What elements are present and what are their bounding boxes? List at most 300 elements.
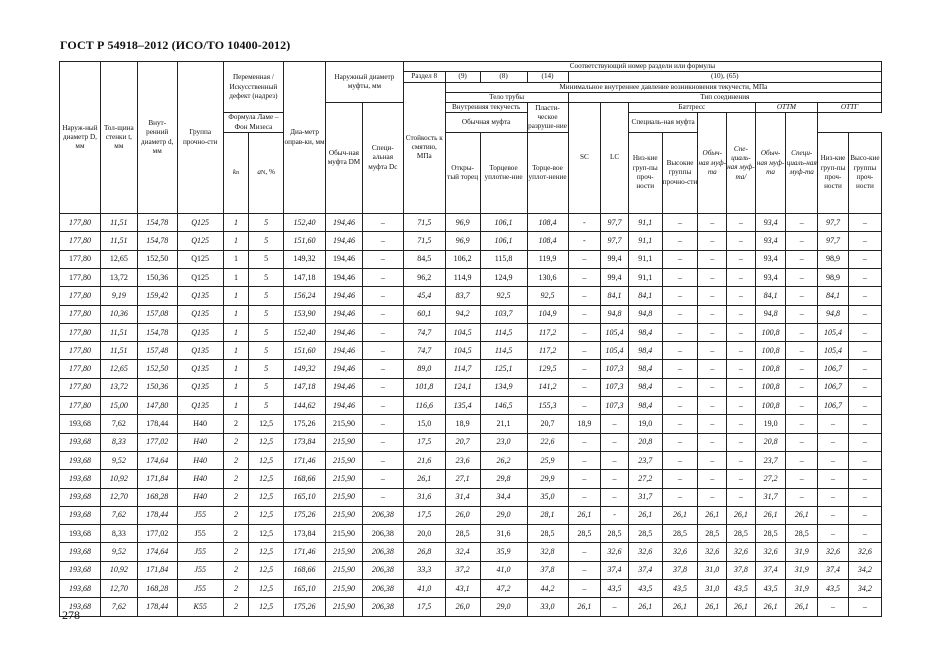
table-cell: 1	[223, 268, 249, 286]
table-cell: 114,5	[480, 342, 527, 360]
table-cell: 5	[249, 214, 284, 232]
table-cell: –	[662, 323, 698, 341]
table-cell: 28,5	[527, 525, 568, 543]
table-cell: –	[662, 360, 698, 378]
table-cell: 99,4	[601, 250, 629, 268]
table-cell: 7,62	[100, 415, 137, 433]
table-cell: 18,9	[445, 415, 480, 433]
table-cell: 5	[249, 305, 284, 323]
table-cell: 12,65	[100, 250, 137, 268]
lame-header: Формула Ламе – Фон Мизеса	[223, 113, 283, 133]
table-cell: 27,1	[445, 470, 480, 488]
table-cell: –	[698, 287, 727, 305]
table-cell: 74,7	[403, 342, 445, 360]
table-cell: –	[848, 506, 881, 524]
table-cell: 84,5	[403, 250, 445, 268]
table-cell: 175,26	[284, 506, 326, 524]
table-cell: 108,4	[527, 214, 568, 232]
table-cell: –	[698, 214, 727, 232]
table-cell: 28,5	[698, 525, 727, 543]
table-cell: 114,9	[445, 268, 480, 286]
table-cell: 12,5	[249, 415, 284, 433]
table-cell: 194,46	[326, 397, 363, 415]
table-cell: –	[848, 360, 881, 378]
table-cell: 1	[223, 232, 249, 250]
table-cell: –	[848, 378, 881, 396]
table-cell: 141,2	[527, 378, 568, 396]
table-cell: 177,80	[60, 232, 101, 250]
table-cell: 31,6	[403, 488, 445, 506]
table-cell: 29,9	[527, 470, 568, 488]
table-cell: 21,6	[403, 451, 445, 469]
table-cell: –	[786, 268, 818, 286]
table-cell: 2	[223, 433, 249, 451]
table-cell: 5	[249, 360, 284, 378]
table-cell: 10,92	[100, 561, 137, 579]
formula-8: (8)	[480, 72, 527, 82]
table-cell: 105,4	[601, 323, 629, 341]
table-cell: 135,4	[445, 397, 480, 415]
table-cell: 35,9	[480, 543, 527, 561]
table-row	[60, 415, 882, 433]
table-cell: 29,8	[480, 470, 527, 488]
table-cell: 96,2	[403, 268, 445, 286]
table-cell: 157,08	[137, 305, 177, 323]
table-cell: 9,52	[100, 543, 137, 561]
table-cell: Q125	[177, 232, 223, 250]
table-cell: 2	[223, 580, 249, 598]
table-cell: 43,5	[628, 580, 662, 598]
table-cell: 1	[223, 397, 249, 415]
table-cell: 193,68	[60, 470, 101, 488]
table-cell: 171,46	[284, 451, 326, 469]
table-cell: 5	[249, 342, 284, 360]
table-cell: 37,4	[601, 561, 629, 579]
table-cell: 165,10	[284, 580, 326, 598]
table-cell: 71,5	[403, 232, 445, 250]
table-cell: 114,5	[480, 323, 527, 341]
table-cell: –	[727, 305, 756, 323]
table-cell: 97,7	[601, 214, 629, 232]
table-cell: 173,84	[284, 525, 326, 543]
table-cell: Q135	[177, 323, 223, 341]
table-cell: –	[786, 232, 818, 250]
table-cell: –	[362, 378, 403, 396]
table-cell: –	[662, 415, 698, 433]
table-cell: 12,5	[249, 580, 284, 598]
table-cell: Q135	[177, 360, 223, 378]
table-cell: –	[848, 525, 881, 543]
col-open-end: Откры-тый торец	[445, 133, 480, 214]
table-cell: 115,8	[480, 250, 527, 268]
table-body	[60, 214, 882, 617]
table-cell: –	[662, 488, 698, 506]
table-cell: 9,52	[100, 451, 137, 469]
table-cell: 1	[223, 360, 249, 378]
table-cell: 26,1	[662, 598, 698, 616]
table-cell: 28,5	[601, 525, 629, 543]
table-cell: 177,80	[60, 250, 101, 268]
table-cell: 32,8	[527, 543, 568, 561]
table-cell: –	[362, 214, 403, 232]
table-cell: 2	[223, 506, 249, 524]
pipe-body-header: Тело трубы	[445, 92, 568, 102]
table-cell: –	[698, 470, 727, 488]
table-cell: 194,46	[326, 360, 363, 378]
table-cell: –	[698, 305, 727, 323]
table-cell: 26,1	[755, 598, 786, 616]
table-cell: –	[362, 451, 403, 469]
table-row	[60, 214, 882, 232]
table-cell: 20,8	[755, 433, 786, 451]
table-cell: 7,62	[100, 506, 137, 524]
table-cell: 12,5	[249, 488, 284, 506]
table-cell: –	[568, 342, 601, 360]
table-cell: 215,90	[326, 598, 363, 616]
table-cell: 151,60	[284, 232, 326, 250]
ottm-header: ОТТМ	[755, 103, 817, 113]
table-cell: –	[727, 470, 756, 488]
table-cell: 193,68	[60, 525, 101, 543]
table-cell: 98,4	[628, 360, 662, 378]
table-cell: 26,1	[628, 506, 662, 524]
table-row	[60, 598, 882, 616]
table-cell: 147,80	[137, 397, 177, 415]
table-cell: J55	[177, 506, 223, 524]
table-row	[60, 433, 882, 451]
table-cell: 178,44	[137, 506, 177, 524]
table-cell: 84,1	[628, 287, 662, 305]
table-cell: J55	[177, 561, 223, 579]
table-cell: 31,6	[480, 525, 527, 543]
table-cell: –	[727, 433, 756, 451]
table-cell: –	[848, 287, 881, 305]
table-cell: –	[818, 433, 849, 451]
table-cell: 215,90	[326, 451, 363, 469]
table-cell: –	[848, 342, 881, 360]
table-cell: 32,6	[727, 543, 756, 561]
table-cell: –	[818, 525, 849, 543]
table-cell: –	[727, 232, 756, 250]
table-cell: 23,7	[755, 451, 786, 469]
table-cell: –	[848, 250, 881, 268]
col-buttress-low: Низ-кие груп-пы проч-ности	[628, 133, 662, 214]
table-cell: 168,66	[284, 470, 326, 488]
table-cell: –	[568, 433, 601, 451]
table-cell: 21,1	[480, 415, 527, 433]
table-cell: 34,2	[848, 580, 881, 598]
table-cell: 2	[223, 598, 249, 616]
table-row	[60, 397, 882, 415]
table-cell: 5	[249, 250, 284, 268]
table-cell: 37,8	[527, 561, 568, 579]
table-cell: –	[727, 488, 756, 506]
table-cell: –	[362, 305, 403, 323]
conn-type-header: Тип соединения	[568, 92, 882, 102]
table-cell: 100,8	[755, 360, 786, 378]
table-cell: 193,68	[60, 543, 101, 561]
table-cell: 193,68	[60, 598, 101, 616]
col-kn: kn	[223, 133, 249, 214]
table-cell: 149,32	[284, 250, 326, 268]
table-cell: 28,5	[628, 525, 662, 543]
col-buttress-spec-low: Низ-кие груп-пы проч-ности	[818, 133, 849, 214]
table-cell: Q125	[177, 214, 223, 232]
table-cell: –	[362, 433, 403, 451]
table-cell: 177,80	[60, 397, 101, 415]
table-cell: 31,9	[786, 543, 818, 561]
table-cell: –	[786, 433, 818, 451]
table-cell: 177,80	[60, 268, 101, 286]
table-cell: 8,33	[100, 525, 137, 543]
table-cell: 106,1	[480, 232, 527, 250]
table-cell: –	[568, 360, 601, 378]
table-cell: –	[662, 451, 698, 469]
table-cell: H40	[177, 470, 223, 488]
table-cell: 215,90	[326, 433, 363, 451]
table-cell: 194,46	[326, 214, 363, 232]
table-cell: 34,4	[480, 488, 527, 506]
table-cell: 20,0	[403, 525, 445, 543]
table-row	[60, 323, 882, 341]
table-cell: –	[727, 287, 756, 305]
table-cell: 11,51	[100, 342, 137, 360]
table-cell: 23,7	[628, 451, 662, 469]
table-cell: 174,64	[137, 451, 177, 469]
table-cell: –	[818, 598, 849, 616]
table-cell: 124,9	[480, 268, 527, 286]
table-cell: 94,8	[628, 305, 662, 323]
table-row	[60, 232, 882, 250]
table-cell: 26,8	[403, 543, 445, 561]
table-cell: 31,4	[445, 488, 480, 506]
table-cell: 19,0	[755, 415, 786, 433]
table-cell: –	[662, 268, 698, 286]
table-cell: 177,80	[60, 287, 101, 305]
table-cell: –	[601, 488, 629, 506]
table-cell: 175,26	[284, 415, 326, 433]
ottg-header: ОТТГ	[818, 103, 882, 113]
table-cell: 32,6	[818, 543, 849, 561]
table-cell: 12,5	[249, 543, 284, 561]
col-buttress-high: Высокие группы прочно-сти	[662, 133, 698, 214]
table-cell: H40	[177, 433, 223, 451]
table-cell: 7,62	[100, 598, 137, 616]
table-cell: 32,4	[445, 543, 480, 561]
table-cell: 92,5	[527, 287, 568, 305]
data-table	[59, 61, 882, 617]
table-cell: 215,90	[326, 580, 363, 598]
table-cell: 104,9	[527, 305, 568, 323]
table-cell: 26,1	[568, 598, 601, 616]
table-cell: 215,90	[326, 415, 363, 433]
table-cell: –	[698, 433, 727, 451]
table-cell: –	[362, 342, 403, 360]
table-cell: 43,1	[445, 580, 480, 598]
col-ottm-regular: Обыч-ная муф-та	[698, 113, 727, 214]
table-cell: 193,68	[60, 506, 101, 524]
table-cell: 149,32	[284, 360, 326, 378]
table-cell: –	[698, 268, 727, 286]
table-cell: 32,6	[698, 543, 727, 561]
table-cell: 194,46	[326, 305, 363, 323]
table-cell: –	[568, 323, 601, 341]
section-8: Раздел 8	[403, 72, 445, 82]
table-cell: 173,84	[284, 433, 326, 451]
table-cell: 9,19	[100, 287, 137, 305]
col-an: aN, %	[249, 133, 284, 214]
formula-header: Соответствующий номер раздели или формулы	[403, 62, 881, 72]
table-row	[60, 378, 882, 396]
table-cell: 171,84	[137, 470, 177, 488]
table-cell: 93,4	[755, 268, 786, 286]
table-cell: –	[568, 268, 601, 286]
table-cell: 147,18	[284, 378, 326, 396]
col-group: Группа прочно-сти	[177, 62, 223, 214]
table-cell: 37,4	[755, 561, 786, 579]
table-cell: 41,0	[403, 580, 445, 598]
table-cell: 91,1	[628, 232, 662, 250]
table-cell: 177,80	[60, 342, 101, 360]
page-title: ГОСТ Р 54918–2012 (ИСО/ТО 10400-2012)	[60, 38, 291, 52]
page-number: 278	[62, 608, 80, 622]
table-cell: –	[662, 232, 698, 250]
table-cell: –	[362, 360, 403, 378]
table-cell: 31,0	[698, 561, 727, 579]
table-cell: 206,38	[362, 543, 403, 561]
table-cell: 20,7	[527, 415, 568, 433]
table-cell: 177,80	[60, 360, 101, 378]
table-cell: –	[698, 378, 727, 396]
table-cell: –	[818, 488, 849, 506]
table-cell: 2	[223, 561, 249, 579]
table-cell: –	[362, 488, 403, 506]
table-cell: –	[362, 250, 403, 268]
table-cell: 37,4	[818, 561, 849, 579]
table-cell: Q125	[177, 268, 223, 286]
table-cell: –	[662, 397, 698, 415]
table-cell: K55	[177, 598, 223, 616]
formula-9: (9)	[445, 72, 480, 82]
table-cell: 177,80	[60, 323, 101, 341]
table-cell: 147,18	[284, 268, 326, 286]
table-cell: –	[848, 451, 881, 469]
table-cell: Q125	[177, 250, 223, 268]
table-cell: –	[568, 378, 601, 396]
table-cell: 12,5	[249, 561, 284, 579]
table-cell: 17,5	[403, 433, 445, 451]
table-cell: 129,5	[527, 360, 568, 378]
table-cell: 60,1	[403, 305, 445, 323]
table-cell: 107,3	[601, 397, 629, 415]
table-cell: 174,64	[137, 543, 177, 561]
table-row	[60, 525, 882, 543]
table-row	[60, 287, 882, 305]
table-cell: 12,5	[249, 451, 284, 469]
col-coupling-od: Наружный диаметр муфты, мм	[326, 62, 404, 103]
table-cell: –	[662, 305, 698, 323]
table-cell: –	[601, 470, 629, 488]
table-cell: 103,7	[480, 305, 527, 323]
table-cell: Q135	[177, 378, 223, 396]
table-cell: -	[568, 214, 601, 232]
table-cell: –	[362, 268, 403, 286]
table-cell: 43,5	[755, 580, 786, 598]
table-cell: 206,38	[362, 525, 403, 543]
table-cell: 159,42	[137, 287, 177, 305]
table-cell: –	[786, 250, 818, 268]
table-cell: Q135	[177, 342, 223, 360]
table-cell: 119,9	[527, 250, 568, 268]
table-cell: 105,4	[818, 323, 849, 341]
table-cell: –	[727, 360, 756, 378]
table-cell: 171,84	[137, 561, 177, 579]
table-cell: 1	[223, 287, 249, 305]
table-cell: 194,46	[326, 342, 363, 360]
table-cell: 100,8	[755, 342, 786, 360]
table-cell: –	[568, 451, 601, 469]
table-row	[60, 543, 882, 561]
table-cell: 11,51	[100, 323, 137, 341]
table-cell: –	[727, 268, 756, 286]
table-cell: 20,8	[628, 433, 662, 451]
table-cell: –	[786, 214, 818, 232]
table-cell: 165,10	[284, 488, 326, 506]
table-row	[60, 268, 882, 286]
table-cell: –	[727, 250, 756, 268]
table-cell: J55	[177, 580, 223, 598]
col-regular-coupling: Обыч-ная муфта DM	[326, 103, 363, 214]
table-row	[60, 305, 882, 323]
table-cell: 106,7	[818, 397, 849, 415]
table-cell: –	[362, 397, 403, 415]
table-cell: –	[786, 451, 818, 469]
table-cell: –	[662, 250, 698, 268]
table-cell: 105,4	[818, 342, 849, 360]
table-cell: 31,9	[786, 580, 818, 598]
table-cell: 1	[223, 323, 249, 341]
table-cell: 104,5	[445, 323, 480, 341]
table-cell: 98,4	[628, 397, 662, 415]
table-cell: 47,2	[480, 580, 527, 598]
table-cell: 17,5	[403, 598, 445, 616]
table-cell: 150,36	[137, 378, 177, 396]
table-cell: 10,36	[100, 305, 137, 323]
table-cell: –	[786, 470, 818, 488]
table-cell: 28,5	[445, 525, 480, 543]
table-cell: 28,1	[527, 506, 568, 524]
table-cell: –	[848, 397, 881, 415]
table-cell: 106,7	[818, 360, 849, 378]
table-cell: 154,78	[137, 214, 177, 232]
table-cell: 91,1	[628, 250, 662, 268]
table-cell: 84,1	[818, 287, 849, 305]
table-cell: 105,4	[601, 342, 629, 360]
table-cell: 97,7	[818, 214, 849, 232]
table-cell: –	[786, 323, 818, 341]
table-cell: 152,50	[137, 360, 177, 378]
col-defect: Переменная /Искусственный дефект (надрез)	[223, 62, 283, 113]
table-cell: 29,0	[480, 598, 527, 616]
table-cell: 11,51	[100, 214, 137, 232]
table-cell: –	[818, 506, 849, 524]
table-cell: 37,2	[445, 561, 480, 579]
table-cell: 26,0	[445, 598, 480, 616]
table-cell: 28,5	[727, 525, 756, 543]
table-cell: –	[818, 415, 849, 433]
col-lc: LC	[601, 103, 629, 214]
table-cell: –	[698, 415, 727, 433]
